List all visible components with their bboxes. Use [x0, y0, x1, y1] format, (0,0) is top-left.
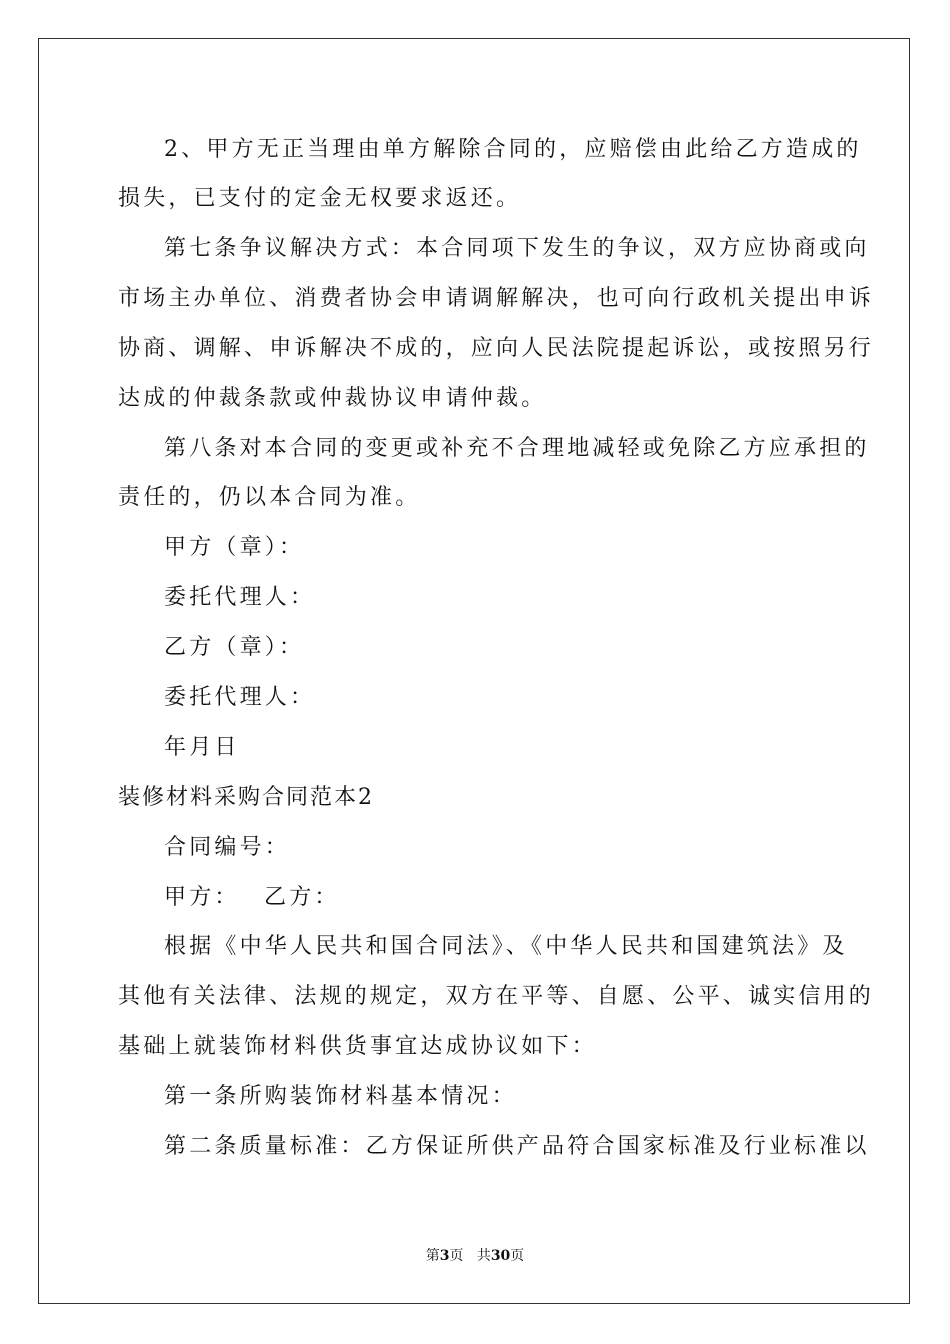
text-line: 第八条对本合同的变更或补充不合理地减轻或免除乙方应承担的 [164, 436, 870, 461]
signature-party-b: 乙方（章）： [164, 635, 305, 660]
contract-number: 合同编号： [164, 835, 291, 860]
text-line: 根据《中华人民共和国合同法》、《中华人民共和国建筑法》及 [164, 934, 848, 959]
text-line: 责任的，仍以本合同为准。 [118, 485, 421, 510]
text-line: 第二条质量标准：乙方保证所供产品符合国家标准及行业标准以 [164, 1134, 870, 1159]
total-pages-number: 30 [490, 1248, 511, 1264]
footer-page-word: 页 [449, 1248, 464, 1264]
parties-line: 甲方： 乙方： [164, 885, 340, 910]
text-line: 协商、调解、申诉解决不成的，应向人民法院提起诉讼，或按照另行 [118, 336, 875, 361]
signature-agent-a: 委托代理人： [164, 585, 316, 610]
text-line: 基础上就装饰材料供货事宜达成协议如下： [118, 1034, 597, 1059]
footer-prefix: 第 [425, 1248, 440, 1264]
signature-date: 年月日 [164, 735, 240, 760]
section-heading: 装修材料采购合同范本2 [118, 785, 374, 810]
text-line: 市场主办单位、消费者协会申请调解解决，也可向行政机关提出申诉 [118, 286, 875, 311]
signature-agent-b: 委托代理人： [164, 685, 316, 710]
text-line: 2、甲方无正当理由单方解除合同的，应赔偿由此给乙方造成的 [164, 137, 862, 162]
current-page-number: 3 [439, 1248, 450, 1264]
footer-total-prefix: 共 [476, 1248, 491, 1264]
text-line: 其他有关法律、法规的规定，双方在平等、自愿、公平、诚实信用的 [118, 984, 875, 1009]
text-line: 损失，已支付的定金无权要求返还。 [118, 186, 522, 211]
text-line: 达成的仲裁条款或仲裁协议申请仲裁。 [118, 386, 547, 411]
page-border [38, 38, 910, 1304]
signature-party-a: 甲方（章）： [164, 535, 305, 560]
page-footer [0, 1246, 950, 1266]
text-line: 第一条所购装饰材料基本情况： [164, 1084, 517, 1109]
footer-total-suffix: 页 [510, 1248, 525, 1264]
text-line: 第七条争议解决方式：本合同项下发生的争议，双方应协商或向 [164, 236, 870, 261]
